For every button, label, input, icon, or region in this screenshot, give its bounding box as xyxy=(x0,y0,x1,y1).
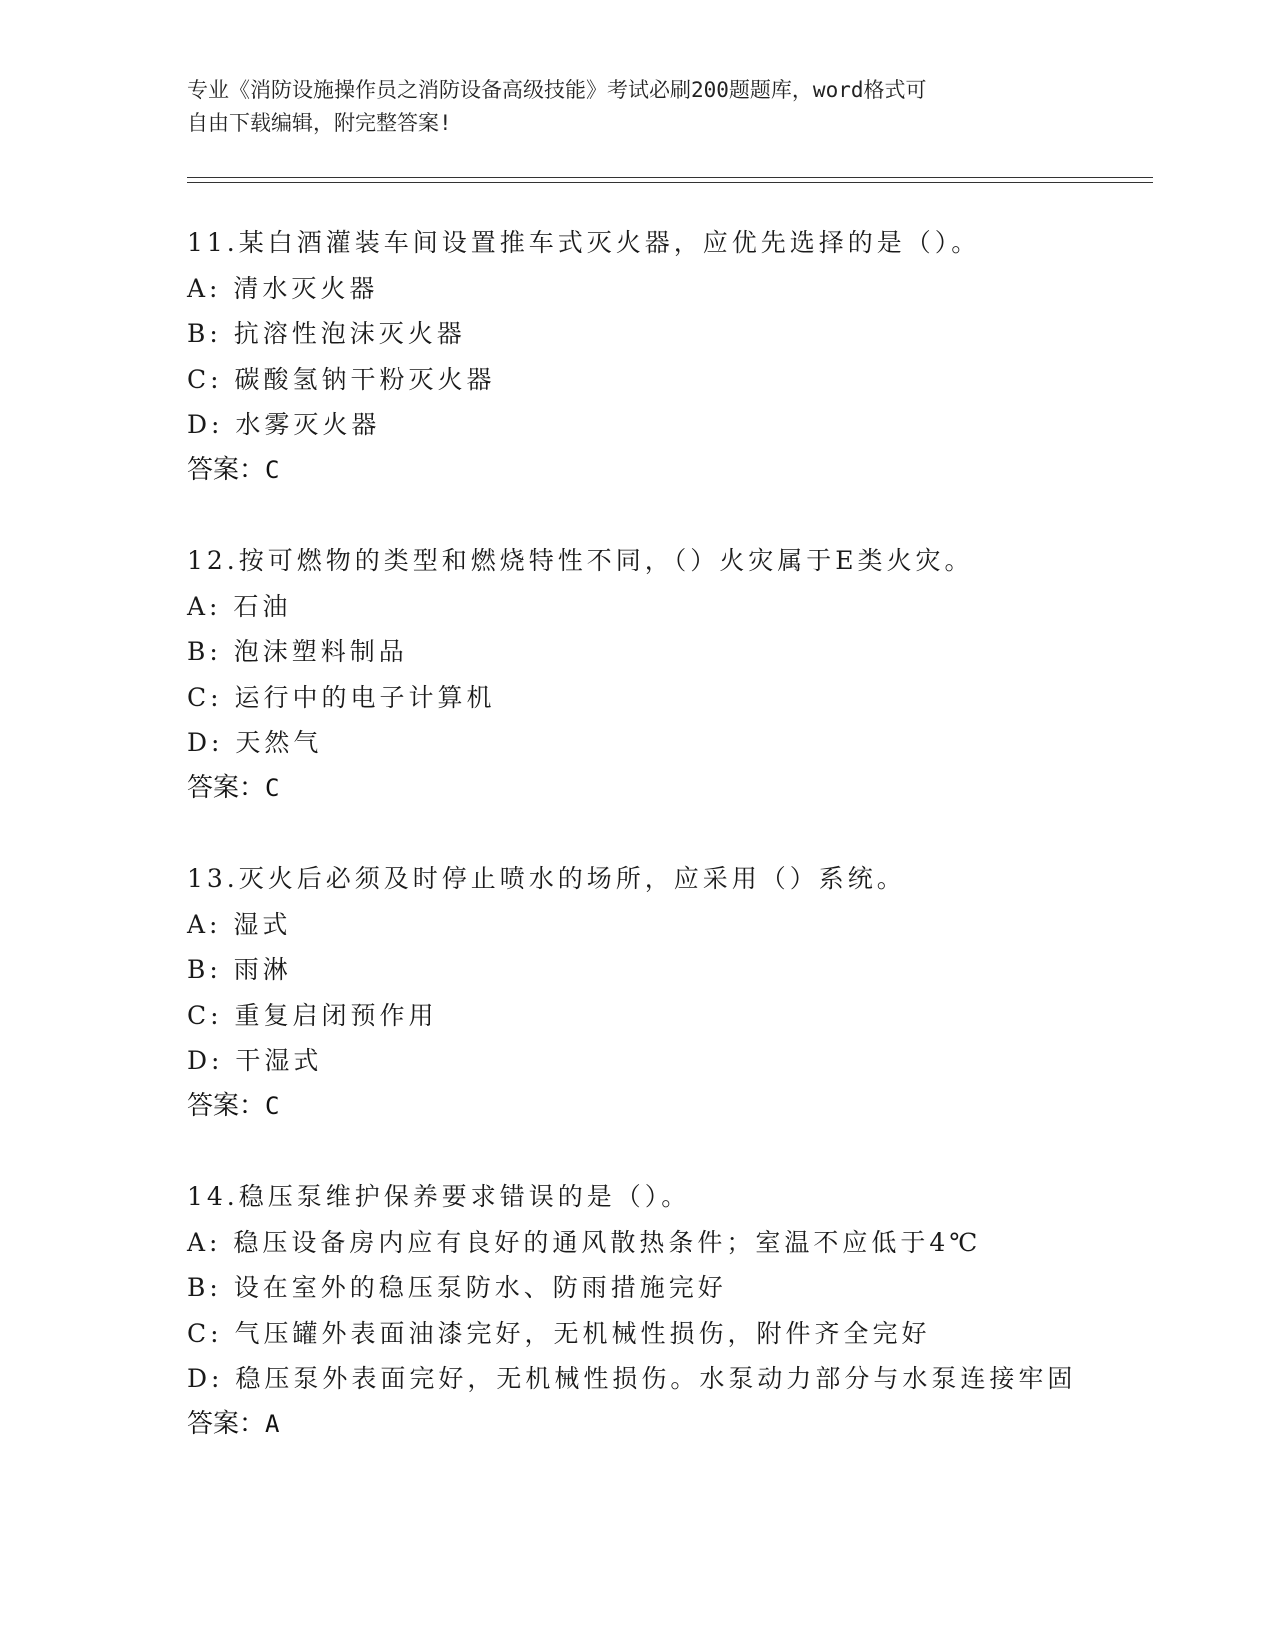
question-13 xyxy=(187,856,1167,1129)
answer-value: C xyxy=(265,773,280,802)
option-d: D: 天然气 xyxy=(187,728,323,757)
question-stem: 11.某白酒灌装车间设置推车式灭火器，应优先选择的是（）。 xyxy=(187,228,981,257)
answer-label: 答案： xyxy=(187,454,266,485)
option-b: B: 设在室外的稳压泵防水、防雨措施完好 xyxy=(187,1273,727,1302)
header-divider-bottom xyxy=(187,182,1153,183)
answer-value: A xyxy=(265,1409,280,1438)
document-header xyxy=(187,74,1067,140)
question-stem: 13.灭火后必须及时停止喷水的场所，应采用（）系统。 xyxy=(187,864,906,893)
option-c: C: 气压罐外表面油漆完好，无机械性损伤，附件齐全完好 xyxy=(187,1318,931,1348)
option-d: D: 干湿式 xyxy=(187,1046,323,1075)
question-11 xyxy=(187,220,1167,493)
option-b: B: 泡沫塑料制品 xyxy=(187,637,408,666)
option-b: B: 抗溶性泡沫灭火器 xyxy=(187,319,466,348)
header-line-1: 专业《消防设施操作员之消防设备高级技能》考试必刷200题题库，word格式可 xyxy=(187,78,927,102)
option-c: C: 碳酸氢钠干粉灭火器 xyxy=(187,364,496,394)
answer-line xyxy=(187,1084,1167,1130)
header-divider-top xyxy=(187,177,1153,178)
question-stem: 12.按可燃物的类型和燃烧特性不同，（）火灾属于E类火灾。 xyxy=(187,546,974,575)
option-d: D: 水雾灭火器 xyxy=(187,410,381,439)
option-d: D: 稳压泵外表面完好，无机械性损伤。水泵动力部分与水泵连接牢固 xyxy=(187,1364,1077,1393)
answer-value: C xyxy=(265,1091,280,1120)
option-c: C: 运行中的电子计算机 xyxy=(187,682,496,712)
option-b: B: 雨淋 xyxy=(187,955,292,984)
option-c: C: 重复启闭预作用 xyxy=(187,1000,438,1030)
question-stem: 14.稳压泵维护保养要求错误的是（）。 xyxy=(187,1182,691,1211)
answer-line xyxy=(187,1402,1167,1448)
header-line-2: 自由下载编辑，附完整答案! xyxy=(187,111,452,135)
option-a: A: 清水灭火器 xyxy=(187,273,379,303)
answer-label: 答案： xyxy=(187,1090,266,1121)
option-a: A: 稳压设备房内应有良好的通风散热条件；室温不应低于4℃ xyxy=(187,1227,982,1257)
question-12 xyxy=(187,538,1167,811)
answer-label: 答案： xyxy=(187,772,266,803)
answer-value: C xyxy=(265,455,280,484)
option-a: A: 湿式 xyxy=(187,909,292,939)
option-a: A: 石油 xyxy=(187,591,292,621)
answer-line xyxy=(187,766,1167,812)
question-14 xyxy=(187,1174,1167,1447)
answer-label: 答案： xyxy=(187,1408,266,1439)
answer-line xyxy=(187,448,1167,494)
